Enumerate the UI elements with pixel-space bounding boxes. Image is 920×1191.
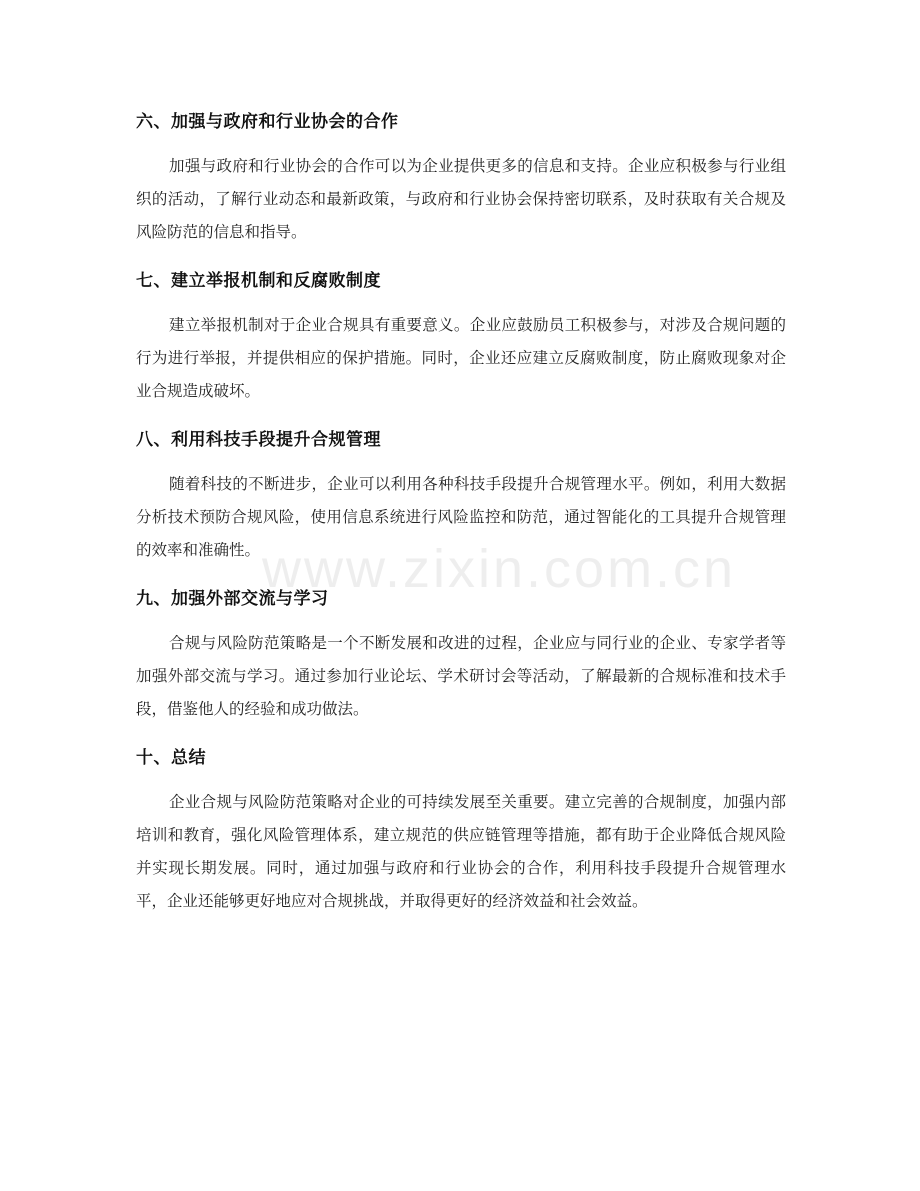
section-title: 十、总结 [136, 748, 206, 768]
section-paragraph: 企业合规与风险防范策略对企业的可持续发展至关重要。建立完善的合规制度，加强内部培训和教育，强化风险管理体系，建立规范的供应链管理等措施，都有助于企业降低合规风险并实现长期发展。同时，通过加强与政府和行业协会的合作，利用科技手段提升合规管理水平，企业还能够更好地应对合规挑战，并取得更好的经济效益和社会效益。 [136, 793, 786, 910]
section-title: 九、加强外部交流与学习 [136, 589, 329, 609]
section-7 [136, 263, 786, 408]
section-10 [136, 740, 786, 918]
section-paragraph: 随着科技的不断进步，企业可以利用各种科技手段提升合规管理水平。例如，利用大数据分析技术预防合规风险，使用信息系统进行风险监控和防范，通过智能化的工具提升合规管理的效率和准确性。 [136, 475, 786, 559]
section-paragraph: 合规与风险防范策略是一个不断发展和改进的过程，企业应与同行业的企业、专家学者等加强外部交流与学习。通过参加行业论坛、学术研讨会等活动，了解最新的合规标准和技术手段，借鉴他人的经验和成功做法。 [136, 634, 786, 718]
section-paragraph: 加强与政府和行业协会的合作可以为企业提供更多的信息和支持。企业应积极参与行业组织的活动，了解行业动态和最新政策，与政府和行业协会保持密切联系，及时获取有关合规及风险防范的信息和指导。 [136, 157, 786, 241]
section-title: 七、建立举报机制和反腐败制度 [136, 271, 381, 291]
section-8 [136, 422, 786, 567]
section-title: 六、加强与政府和行业协会的合作 [136, 112, 399, 132]
section-title: 八、利用科技手段提升合规管理 [136, 430, 381, 450]
section-9 [136, 581, 786, 726]
document-content [136, 104, 786, 932]
watermark: www.zixin.com.cn [262, 539, 737, 599]
section-6 [136, 104, 786, 249]
section-paragraph: 建立举报机制对于企业合规具有重要意义。企业应鼓励员工积极参与，对涉及合规问题的行为进行举报，并提供相应的保护措施。同时，企业还应建立反腐败制度，防止腐败现象对企业合规造成破坏。 [136, 316, 786, 400]
